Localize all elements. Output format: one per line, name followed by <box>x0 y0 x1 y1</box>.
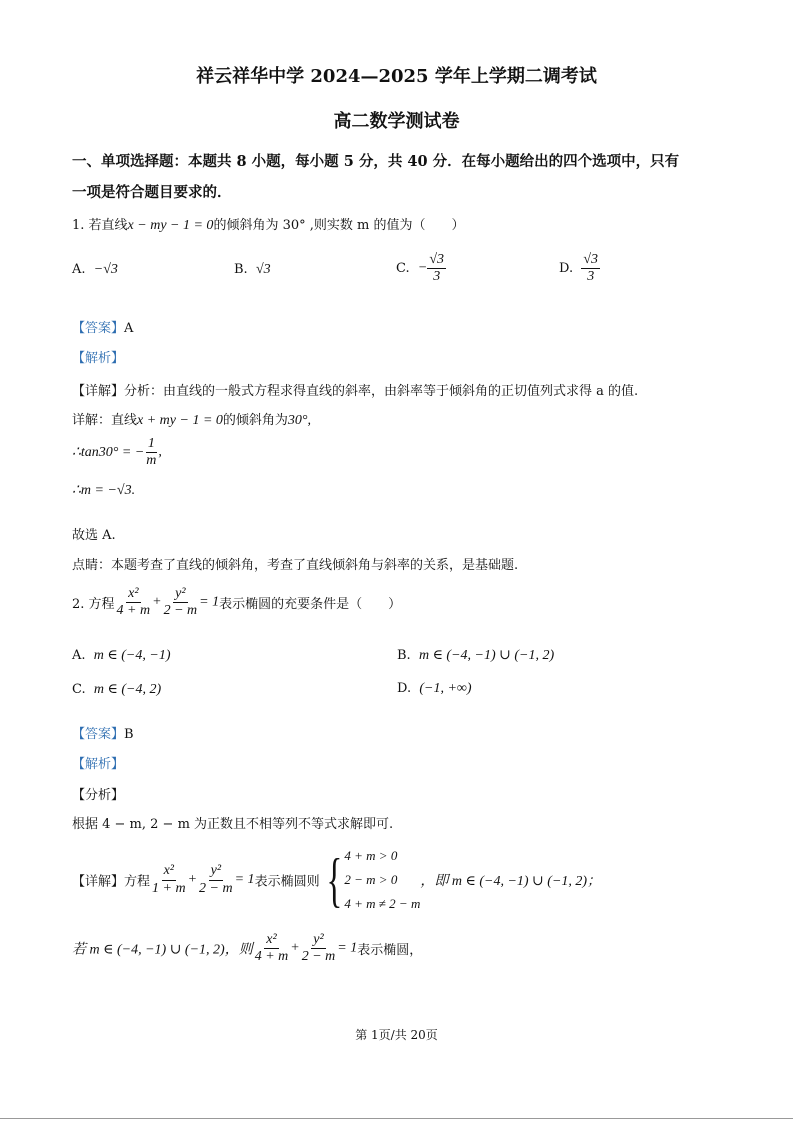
inequality-system <box>320 844 421 916</box>
q1-answer <box>72 317 133 336</box>
option-value: m ∈ (−4, 2) <box>93 682 162 697</box>
fraction-numerator: 1 <box>146 436 157 453</box>
option-value: √3 <box>255 262 271 277</box>
answer-value: B <box>124 727 134 742</box>
q1-option-d <box>559 252 600 285</box>
last-fraction-2 <box>300 932 338 965</box>
fraction-numerator: x² <box>162 863 176 880</box>
page-number: 第 1页/共 20页 <box>355 1028 438 1042</box>
q2-fenxi-tag: 【分析】 <box>72 788 125 803</box>
q2-option-c <box>72 681 161 698</box>
equals-one: = 1 <box>234 872 255 887</box>
q1-suffix: 的倾斜角为 30° ,则实数 m 的值为（ ） <box>213 218 465 233</box>
detail-fraction-1 <box>150 863 188 896</box>
detail-tag: 【详解】 <box>72 874 125 890</box>
step-fraction <box>144 436 158 469</box>
option-label: C. <box>72 682 86 697</box>
q1-step-1 <box>72 436 162 469</box>
fraction-numerator: √3 <box>427 252 446 269</box>
page-title: 祥云祥华中学 2024—2025 学年上学期二调考试 <box>196 66 597 87</box>
q1-equation: x − my − 1 = 0 <box>127 218 214 233</box>
detail-tag: 【详解】 <box>72 384 125 399</box>
explain-post: 的倾斜角为 <box>222 413 288 428</box>
system-lines <box>344 844 420 916</box>
fraction-denominator: 2 − m <box>199 880 233 896</box>
plus-sign: + <box>290 940 300 956</box>
q1-step-2 <box>72 482 135 499</box>
option-label: A. <box>72 648 86 663</box>
system-line: 2 − m > 0 <box>344 872 398 887</box>
fraction-denominator: 1 + m <box>152 880 186 896</box>
section-heading: 一、单项选择题：本题共 8 小题，每小题 5 分，共 40 分．在每小题给出的四个选项中，只有 <box>72 153 680 170</box>
q2-suffix: 表示椭圆的充要条件是（ ） <box>219 597 402 613</box>
q1-detail <box>72 380 638 399</box>
section-heading-cont: 一项是符合题目要求的． <box>72 184 232 201</box>
q2-analysis-tag: 【解析】 <box>72 757 125 772</box>
option-value: m ∈ (−4, −1) ∪ (−1, 2) <box>418 648 555 663</box>
option-label: B. <box>397 648 411 663</box>
option-value: m ∈ (−4, −1) <box>93 648 171 663</box>
system-line: 4 + m ≠ 2 − m <box>344 896 421 911</box>
fraction-numerator: √3 <box>581 252 600 269</box>
q2-option-d <box>397 681 472 697</box>
q2-fraction-1 <box>115 586 153 619</box>
fraction-numerator: y² <box>173 586 187 603</box>
q1-option-b <box>234 262 271 278</box>
explain-eq: x + my − 1 = 0 <box>137 413 223 428</box>
detail-post: ，即 m ∈ (−4, −1) ∪ (−1, 2)； <box>420 874 602 889</box>
last-pre: 若 m ∈ (−4, −1) ∪ (−1, 2)，则 <box>72 942 253 958</box>
fraction-denominator: 4 + m <box>116 603 151 619</box>
plus-sign: + <box>152 594 162 610</box>
q1-explain <box>72 409 311 429</box>
q1-option-c <box>396 252 446 285</box>
q2-fraction-2 <box>162 586 200 619</box>
step-text: ∴tan30° = − <box>72 445 145 461</box>
detail-mid: 表示椭圆则 <box>254 874 320 890</box>
last-post: 表示椭圆， <box>357 943 423 959</box>
last-fraction-1 <box>253 932 291 965</box>
equals-one: = 1 <box>337 940 358 956</box>
option-fraction <box>581 252 600 285</box>
fraction-denominator: 2 − m <box>301 949 336 965</box>
explain-angle: 30°, <box>287 413 312 428</box>
q2-last <box>72 932 422 965</box>
answer-value: A <box>124 321 134 336</box>
option-value: −√3 <box>93 262 118 277</box>
q2-answer <box>72 723 134 742</box>
detail-fraction-2 <box>197 863 235 896</box>
detail-text: 分析：由直线的一般式方程求得直线的斜率，由斜率等于倾斜角的正切值列式求得 a 的值. <box>124 384 639 399</box>
q2-fenxi: 根据 4 − m, 2 − m 为正数且不相等列不等式求解即可. <box>72 817 394 832</box>
plus-sign: + <box>187 872 198 887</box>
page-divider <box>0 1118 793 1119</box>
step-text: ∴m = −√3. <box>72 483 136 498</box>
answer-tag: 【答案】 <box>72 321 125 336</box>
fraction-numerator: y² <box>311 932 325 949</box>
fraction-denominator: 2 − m <box>163 603 198 619</box>
fraction-numerator: y² <box>209 863 223 880</box>
step-punct: , <box>158 444 162 460</box>
option-label: B. <box>234 262 248 277</box>
fraction-denominator: m <box>146 453 157 469</box>
fraction-denominator: 3 <box>587 269 595 285</box>
option-sign: − <box>417 260 428 276</box>
q1-prefix: 1. 若直线 <box>72 218 128 233</box>
option-label: A. <box>72 262 86 277</box>
fraction-numerator: x² <box>264 932 278 949</box>
fraction-numerator: x² <box>126 586 140 603</box>
q1-analysis-tag: 【解析】 <box>72 351 125 366</box>
q2-option-a <box>72 647 171 664</box>
explain-pre: 详解：直线 <box>72 413 138 428</box>
option-label: C. <box>396 261 410 277</box>
brace-icon: { <box>326 847 342 913</box>
q1-choose: 故选 A. <box>72 528 116 543</box>
answer-tag: 【答案】 <box>72 727 125 742</box>
q2-prefix: 2. 方程 <box>72 597 115 613</box>
detail-pre: 方程 <box>124 874 151 890</box>
option-label: D. <box>559 261 574 277</box>
q2-detail <box>72 844 601 916</box>
question-2 <box>72 586 401 619</box>
option-label: D. <box>397 681 412 696</box>
question-1 <box>72 214 464 234</box>
system-line: 4 + m > 0 <box>344 848 398 863</box>
fraction-denominator: 3 <box>433 269 441 285</box>
fraction-denominator: 4 + m <box>254 949 289 965</box>
equals-one: = 1 <box>199 594 220 610</box>
q1-option-a <box>72 262 118 278</box>
option-value: (−1, +∞) <box>419 681 472 696</box>
option-fraction <box>427 252 446 285</box>
q1-comment: 点睛：本题考查了直线的倾斜角，考查了直线倾斜角与斜率的关系，是基础题. <box>72 558 519 573</box>
page-subtitle: 高二数学测试卷 <box>333 111 460 132</box>
q2-option-b <box>397 647 554 664</box>
